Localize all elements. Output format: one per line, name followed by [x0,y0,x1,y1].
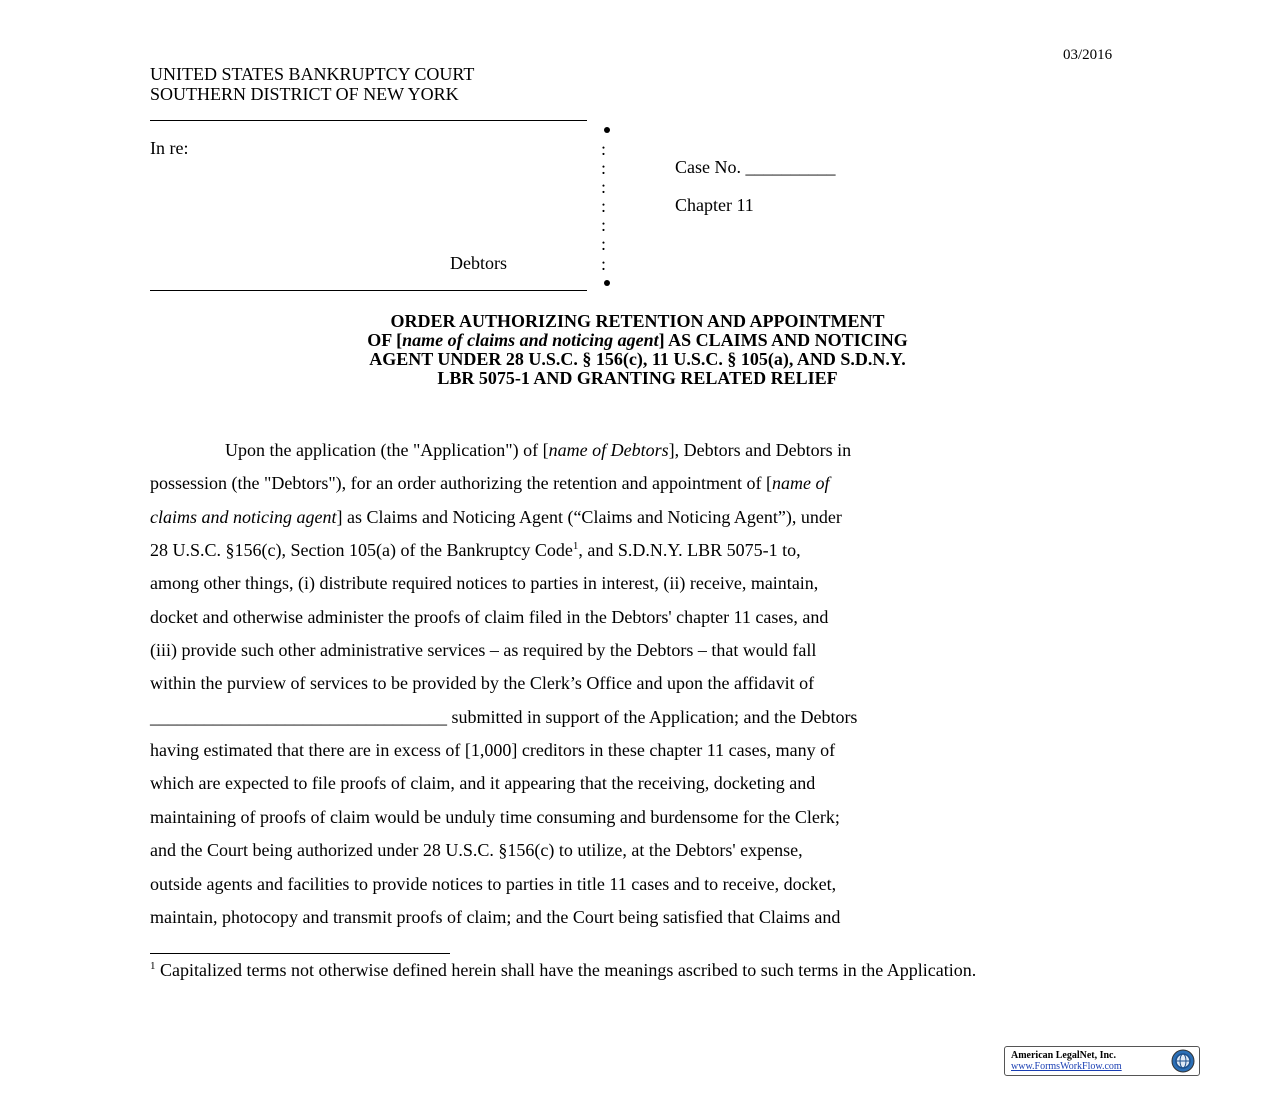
footnote-separator [150,953,450,954]
title-line: AGENT UNDER 28 U.S.C. § 156(c), 11 U.S.C. § 105(a), AND S.D.N.Y. [369,349,906,369]
body-line: maintain, photocopy and transmit proofs of claim; and the Court being satisfied that Claims and [150,907,841,927]
chapter-label: Chapter 11 [675,195,754,215]
caption-colon: : [601,158,607,178]
court-heading [150,64,474,104]
caption-colon: : [601,215,607,235]
caption-colon: : [601,234,607,254]
caption-colon: : [601,177,607,197]
body-line: 28 U.S.C. §156(c), Section 105(a) of the Bankruptcy Code$^1$, and S.D.N.Y. LBR 5075-1 to, [150,540,801,560]
debtors-label: Debtors [450,253,507,273]
body-line: which are expected to file proofs of claim, and it appearing that the receiving, docketing and [150,773,816,793]
footnote-marker: 1 [150,960,156,972]
body-line: possession (the "Debtors"), for an order authorizing the retention and appointment of [name of [150,473,830,493]
caption-bottom-bullet [604,280,610,286]
title-line: ORDER AUTHORIZING RETENTION AND APPOINTMENT [390,311,885,331]
body-line: outside agents and facilities to provide notices to parties in title 11 cases and to receive, docket, [150,874,837,894]
form-date: 03/2016 [1063,47,1113,63]
publisher-badge[interactable] [1004,1046,1200,1076]
body-line: maintaining of proofs of claim would be unduly time consuming and burdensome for the Clerk; [150,807,840,827]
body-line: and the Court being authorized under 28 U.S.C. §156(c) to utilize, at the Debtors' expense, [150,840,803,860]
title-line: LBR 5075-1 AND GRANTING RELATED RELIEF [437,368,838,388]
body-line: (iii) provide such other administrative services – as required by the Debtors – that would fall [150,640,817,660]
globe-icon [1171,1049,1195,1073]
caption-top-bullet [604,127,610,133]
footnote-reference: 1 [572,540,579,552]
title-line: OF [name of claims and noticing agent] AS CLAIMS AND NOTICING [367,330,908,350]
body-line: having estimated that there are in excess of [1,000] creditors in these chapter 11 cases, many of [150,740,836,760]
body-line: claims and noticing agent] as Claims and Noticing Agent (“Claims and Noticing Agent”), under [150,507,842,527]
court-district-line: SOUTHERN DISTRICT OF NEW YORK [150,84,459,104]
body-line: among other things, (i) distribute required notices to parties in interest, (ii) receive, maintain, [150,573,819,593]
body-line: Upon the application (the "Application") of [name of Debtors], Debtors and Debtors in [225,440,852,460]
footnote [150,960,1125,980]
order-title [150,312,1125,388]
body-line: docket and otherwise administer the proofs of claim filed in the Debtors' chapter 11 cases, and [150,607,829,627]
footnote-text: Capitalized terms not otherwise defined herein shall have the meanings ascribed to such terms in the Application. [155,960,977,980]
body-line: _________________________________ submitted in support of the Application; and the Debtors [150,707,858,727]
caption-top-rule [150,120,587,121]
caption-colon: : [601,139,607,159]
caption-colon: : [601,196,607,216]
body-line: within the purview of services to be provided by the Clerk’s Office and upon the affidavit of [150,673,815,693]
in-re-label: In re: [150,138,189,158]
case-number-field: Case No. __________ [675,157,836,177]
court-name-line: UNITED STATES BANKRUPTCY COURT [150,64,475,84]
publisher-name: American LegalNet, Inc. [1011,1050,1116,1061]
publisher-link[interactable]: www.FormsWorkFlow.com [1011,1061,1122,1072]
caption-bottom-rule [150,290,587,291]
caption-colon: : [601,254,607,274]
